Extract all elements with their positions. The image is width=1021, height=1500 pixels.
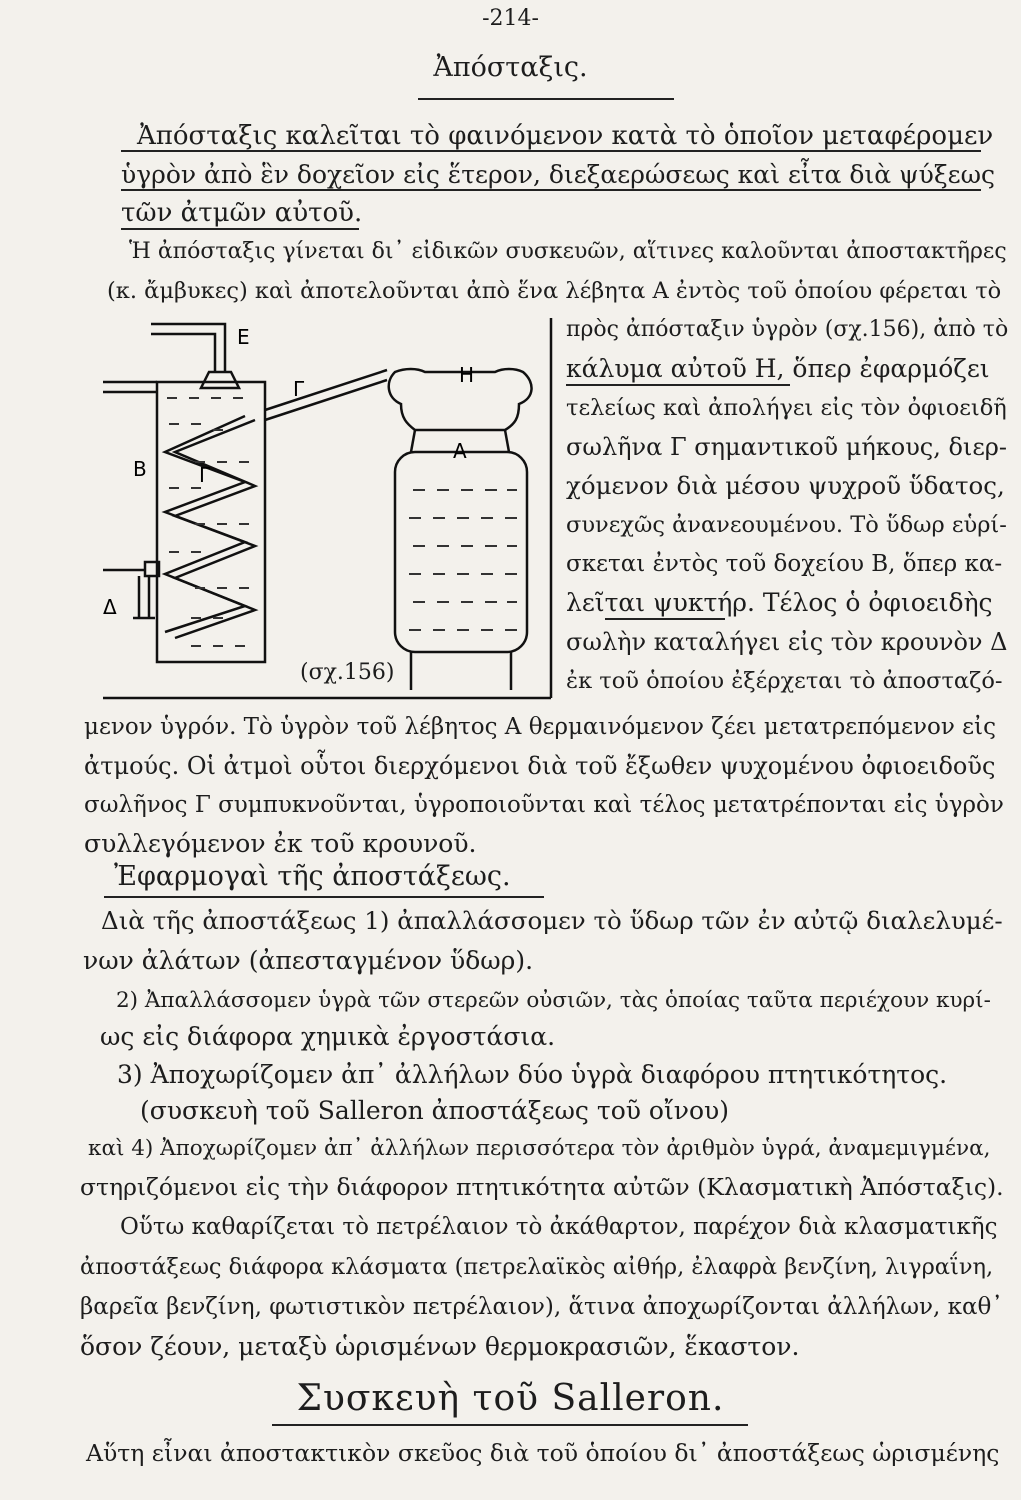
page-number: -214- (482, 6, 539, 31)
label-d: Δ (103, 595, 117, 619)
term-underline (566, 384, 790, 386)
applications-heading: Ἐφαρμογαὶ τῆς ἀποστάξεως. (114, 861, 511, 892)
application-line: ως εἰς διάφορα χημικὰ ἐργοστάσια. (100, 1022, 556, 1051)
subheading-underline (104, 896, 544, 898)
application-line: Οὕτω καθαρίζεται τὸ πετρέλαιον τὸ ἀκάθαρτον, παρέχον διὰ κλασματικῆς (120, 1214, 998, 1240)
application-line: Διὰ τῆς ἀποστάξεως 1) ἀπαλλάσσομεν τὸ ὕδωρ τῶν ἐν αὐτῷ διαλελυμέ- (101, 906, 1003, 935)
application-line: ἀποστάξεως διάφορα κλάσματα (πετρελαϊκὸς αἰθήρ, ἐλαφρὰ βενζίνη, λιγραΐνη, (80, 1254, 994, 1280)
label-coil-g: Γ (199, 463, 211, 487)
intro-line: ὑγρὸν ἀπὸ ἓν δοχεῖον εἰς ἕτερον, διεξαερώσεως καὶ εἶτα διὰ ψύξεως (121, 160, 995, 189)
side-line: χόμενον διὰ μέσου ψυχροῦ ὕδατος, (566, 471, 1005, 500)
label-a: Α (453, 439, 467, 463)
body-line: σωλῆνος Γ συμπυκνοῦνται, ὑγροποιοῦνται καὶ τέλος μετατρέπονται εἰς ὑγρὸν (84, 792, 1004, 818)
side-line: σωλῆνα Γ σημαντικοῦ μήκους, διερ- (566, 433, 1007, 461)
salleron-heading: Συσκευὴ τοῦ Salleron. (296, 1378, 725, 1419)
side-line: πρὸς ἀπόσταξιν ὑγρὸν (σχ.156), ἀπὸ τὸ (566, 317, 1009, 342)
definition-underline (121, 189, 981, 191)
intro-line: Ἀπόσταξις καλεῖται τὸ φαινόμενον κατὰ τὸ ὁποῖον μεταφέρομεν (137, 121, 994, 151)
definition-underline (121, 228, 359, 230)
side-line: συνεχῶς ἀνανεουμένου. Τὸ ὕδωρ εὑρί- (566, 512, 1007, 538)
side-line: τελείως καὶ ἀπολήγει εἰς τὸν ὀφιοειδῆ (566, 395, 1007, 421)
definition-underline (121, 150, 981, 152)
application-line: νων ἀλάτων (ἀπεσταγμένον ὕδωρ). (83, 946, 534, 975)
side-line: σκεται ἐντὸς τοῦ δοχείου Β, ὅπερ κα- (566, 551, 1003, 577)
label-b: Β (133, 457, 147, 481)
side-line: κάλυμα αὐτοῦ Η, ὅπερ ἐφαρμόζει (566, 354, 990, 383)
application-line: καὶ 4) Ἀποχωρίζομεν ἀπ᾽ ἀλλήλων περισσότερα τὸν ἀριθμὸν ὑγρά, ἀναμεμιγμένα, (88, 1136, 991, 1161)
side-line: ἐκ τοῦ ὁποίου ἐξέρχεται τὸ ἀποσταζό- (566, 668, 1003, 694)
last-line: Αὕτη εἶναι ἀποστακτικὸν σκεῦος διὰ τοῦ ὁποίου δι᾽ ἀποστάξεως ὡρισμένης (86, 1439, 1000, 1467)
application-line: (συσκευὴ τοῦ Salleron ἀποστάξεως τοῦ οἴνου) (140, 1096, 729, 1125)
body-line: ἀτμούς. Οἱ ἀτμοὶ οὗτοι διερχόμενοι διὰ τοῦ ἔξωθεν ψυχομένου ὀφιοειδοῦς (84, 752, 996, 780)
body-line: μενον ὑγρόν. Τὸ ὑγρὸν τοῦ λέβητος Α θερμαινόμενον ζέει μετατρεπόμενον εἰς (84, 714, 996, 740)
distillation-apparatus-figure (95, 312, 557, 704)
label-g: Γ (293, 377, 305, 401)
application-line: βαρεῖα βενζίνη, φωτιστικὸν πετρέλαιον), ἅτινα ἀποχωρίζονται ἀλλήλων, καθ᾽ (80, 1294, 1003, 1320)
intro-line: τῶν ἀτμῶν αὐτοῦ. (121, 198, 363, 228)
label-e: Ε (237, 325, 250, 349)
side-line: σωλὴν καταλήγει εἰς τὸν κρουνὸν Δ (566, 628, 1008, 656)
application-line: στηριζόμενοι εἰς τὴν διάφορον πτητικότητα αὐτῶν (Κλασματικὴ Ἀπόσταξις). (80, 1173, 1004, 1201)
title-underline (418, 98, 674, 100)
label-h: Η (459, 363, 475, 387)
application-line: 3) Ἀποχωρίζομεν ἀπ᾽ ἀλλήλων δύο ὑγρὰ διαφόρου πτητικότητος. (117, 1060, 948, 1089)
side-line: λεῖται ψυκτήρ. Τέλος ὁ ὀφιοειδὴς (566, 588, 993, 617)
body-line: συλλεγόμενον ἐκ τοῦ κρουνοῦ. (84, 829, 477, 858)
term-underline (605, 618, 725, 620)
figure-caption: (σχ.156) (300, 660, 395, 685)
application-line: ὅσον ζέουν, μεταξὺ ὡρισμένων θερμοκρασιῶν, ἕκαστον. (80, 1332, 800, 1361)
intro-line: Ἡ ἀπόσταξις γίνεται δι᾽ εἰδικῶν συσκευῶν, αἵτινες καλοῦνται ἀποστακτῆρες (129, 239, 1007, 264)
page-title: Ἀπόσταξις. (433, 52, 588, 83)
heading2-underline (272, 1424, 748, 1426)
intro-line: (κ. ἄμβυκες) καὶ ἀποτελοῦνται ἀπὸ ἕνα λέβητα Α ἐντὸς τοῦ ὁποίου φέρεται τὸ (107, 278, 1002, 304)
application-line: 2) Ἀπαλλάσσομεν ὑγρὰ τῶν στερεῶν οὐσιῶν, τὰς ὁποίας ταῦτα περιέχουν κυρί- (116, 988, 991, 1013)
